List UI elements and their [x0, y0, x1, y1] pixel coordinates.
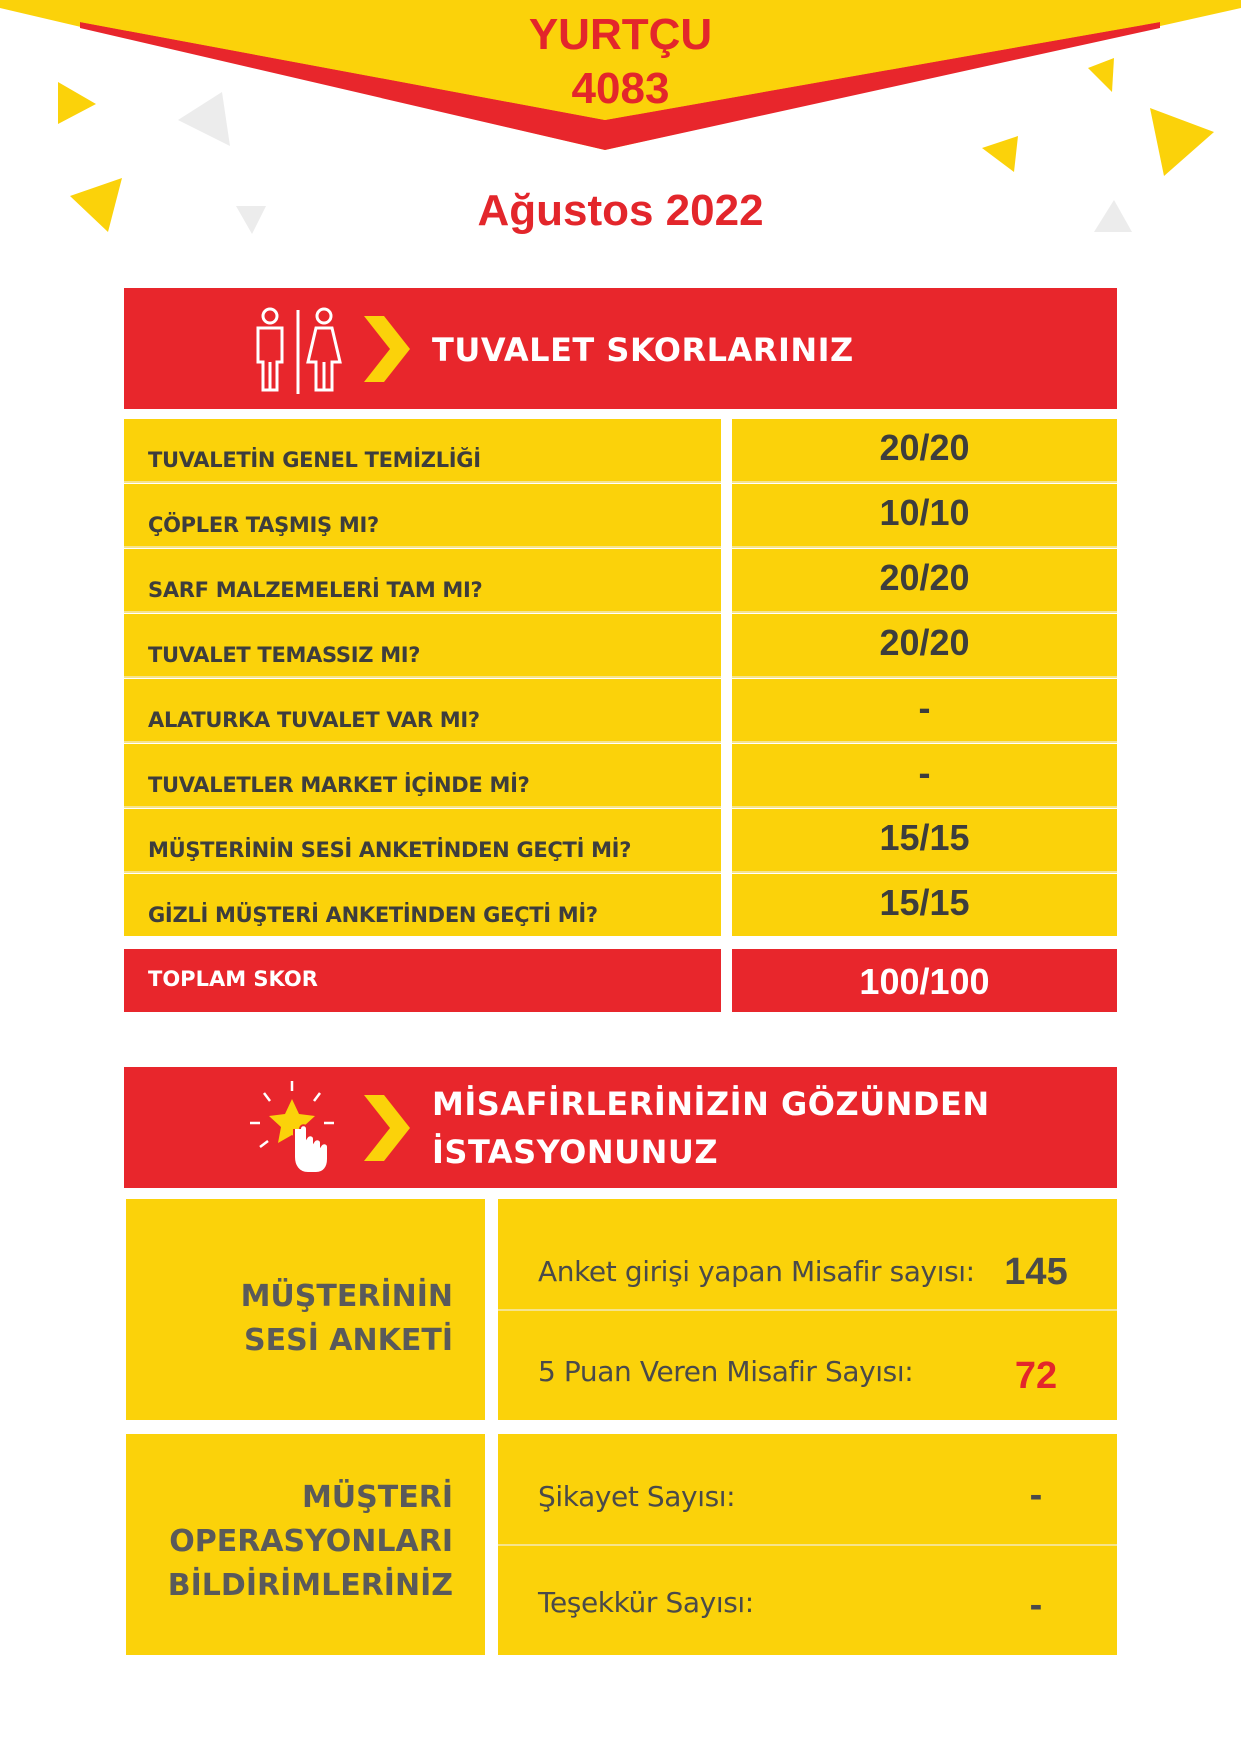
thanks-value: -: [1029, 1584, 1043, 1626]
divider: [732, 806, 1117, 808]
divider: [732, 481, 1117, 483]
divider: [732, 871, 1117, 873]
divider: [124, 871, 721, 873]
score-question: TUVALET TEMASSIZ MI?: [124, 614, 721, 676]
divider: [732, 741, 1117, 743]
complaints-value: -: [1029, 1474, 1043, 1516]
five-star-value: 72: [1014, 1355, 1058, 1397]
survey-entries-value: 145: [1004, 1251, 1068, 1293]
report-month: Ağustos 2022: [477, 186, 764, 235]
score-question: TUVALETLER MARKET İÇİNDE Mİ?: [124, 744, 721, 806]
score-value: 15/15: [732, 874, 1117, 936]
score-question: GİZLİ MÜŞTERİ ANKETİNDEN GEÇTİ Mİ?: [124, 874, 721, 936]
score-question: MÜŞTERİNİN SESİ ANKETİNDEN GEÇTİ Mİ?: [124, 809, 721, 871]
total-score-label: TOPLAM SKOR: [124, 949, 721, 1012]
divider: [124, 611, 721, 613]
score-value: 20/20: [732, 614, 1117, 676]
survey-label-line1: MÜŞTERİNİN: [240, 1279, 453, 1314]
operations-label-line1: MÜŞTERİ: [301, 1480, 453, 1515]
divider: [124, 741, 721, 743]
restroom-icon: [248, 306, 348, 396]
complaints-label: Şikayet Sayısı:: [538, 1480, 736, 1513]
score-question: SARF MALZEMELERİ TAM MI?: [124, 549, 721, 611]
divider: [732, 676, 1117, 678]
operations-stats-block: [498, 1434, 1117, 1655]
divider: [124, 481, 721, 483]
survey-label-line2: SESİ ANKETİ: [243, 1323, 453, 1358]
score-value: 15/15: [732, 809, 1117, 871]
survey-label-block: [126, 1199, 485, 1420]
divider: [498, 1309, 1117, 1311]
toilet-scores-title: TUVALET SKORLARINIZ: [432, 331, 854, 369]
total-score-value: 100/100: [732, 949, 1117, 1012]
operations-label-line3: BİLDİRİMLERİNİZ: [167, 1568, 453, 1603]
five-star-label: 5 Puan Veren Misafir Sayısı:: [538, 1355, 914, 1388]
station-name: YURTÇU: [528, 10, 713, 59]
guest-view-title-line1: MİSAFİRLERİNİZİN GÖZÜNDEN: [432, 1085, 990, 1123]
divider: [732, 546, 1117, 548]
deco-triangle: [982, 136, 1018, 172]
survey-stats-block: [498, 1199, 1117, 1420]
divider: [124, 546, 721, 548]
thanks-label: Teşekkür Sayısı:: [538, 1586, 754, 1619]
score-value: -: [732, 679, 1117, 741]
divider: [124, 676, 721, 678]
toilet-scores-banner: [124, 288, 1117, 409]
score-question: ÇÖPLER TAŞMIŞ MI?: [124, 484, 721, 546]
survey-entries-label: Anket girişi yapan Misafir sayısı:: [538, 1255, 975, 1288]
score-value: 10/10: [732, 484, 1117, 546]
guest-view-banner: [124, 1067, 1117, 1188]
deco-triangle: [1150, 108, 1214, 176]
score-value: -: [732, 744, 1117, 806]
score-value: 20/20: [732, 419, 1117, 481]
operations-label-line2: OPERASYONLARI: [169, 1524, 453, 1559]
chevron-right-icon: [364, 316, 410, 382]
score-question: TUVALETİN GENEL TEMİZLİĞİ: [124, 419, 721, 481]
score-value: 20/20: [732, 549, 1117, 611]
divider: [498, 1544, 1117, 1546]
score-question: ALATURKA TUVALET VAR MI?: [124, 679, 721, 741]
star-click-icon: [244, 1079, 340, 1179]
guest-view-title-line2: İSTASYONUNUZ: [432, 1133, 719, 1171]
operations-label-block: [126, 1434, 485, 1655]
divider: [732, 611, 1117, 613]
divider: [124, 806, 721, 808]
chevron-right-icon: [364, 1095, 410, 1161]
station-code: 4083: [571, 64, 670, 113]
